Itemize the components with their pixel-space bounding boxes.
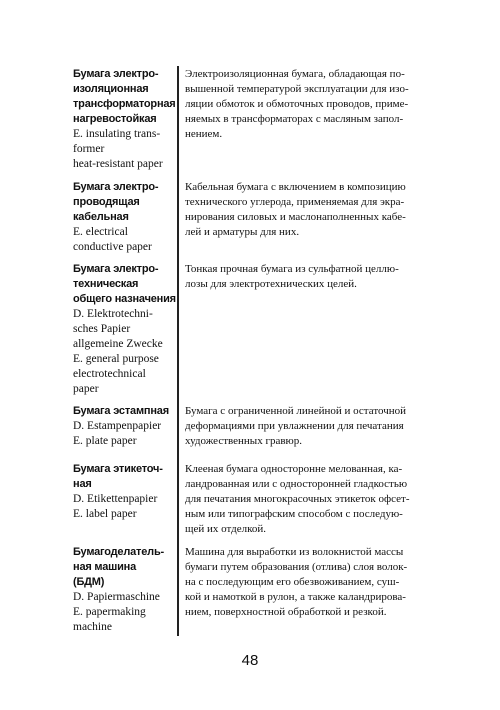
column-divider xyxy=(177,66,179,636)
page-number: 48 xyxy=(241,652,259,669)
term-line: общего назначения xyxy=(73,293,176,305)
translation-line: D. Elektrotechni- xyxy=(73,308,153,320)
translation-line: machine xyxy=(73,621,112,633)
term-line: Бумага этикеточ- xyxy=(73,463,163,475)
entry-term-column xyxy=(73,404,177,449)
translation-line: paper xyxy=(73,383,99,395)
term-line: нагревостойкая xyxy=(73,113,157,125)
term-line: трансформаторная xyxy=(73,98,176,110)
entry-term-column xyxy=(73,262,177,397)
term-line: техническая xyxy=(73,278,139,290)
translation-line: electrotechnical xyxy=(73,368,146,380)
translation-line: E. general purpose xyxy=(73,353,159,365)
entry-definition: Клееная бумага односторонне мелованная, ка- ландрованная или с односторонней гладкостью для печатания многокрасочных этикеток офсет- ным или типографским способом с последую- щей их отделкой. xyxy=(185,463,410,535)
entry-term-column xyxy=(73,180,177,255)
entry-definition: Электроизоляционная бумага, обладающая по- вышенной температурой эксплуатации для изо- ляции обмоток и обмоточных проводов, приме- няемых в трансформаторах с масляным запол- нением. xyxy=(185,68,409,140)
term-line: изоляционная xyxy=(73,83,149,95)
term-line: ная xyxy=(73,478,92,490)
translation-line: E. electrical xyxy=(73,226,128,238)
entry-term-column xyxy=(73,67,177,172)
term-line: проводящая xyxy=(73,196,140,208)
translation-line: conductive paper xyxy=(73,241,152,253)
term-line: (БДМ) xyxy=(73,576,105,588)
term-line: Бумага электро- xyxy=(73,263,159,275)
entry-term-column xyxy=(73,545,177,635)
translation-line: E. plate paper xyxy=(73,435,137,447)
term-line: кабельная xyxy=(73,211,129,223)
translation-line: sches Papier xyxy=(73,323,131,335)
entry-term-column xyxy=(73,462,177,522)
translation-line: former xyxy=(73,143,105,155)
entry-definition: Машина для выработки из волокнистой массы бумаги путем образования (отлива) слоя волок- на с последующим его обезвоживанием, суш- кой и намоткой в рулон, а также каландрирова- нием, поверхностной обработкой и резкой. xyxy=(185,546,408,618)
translation-line: D. Etikettenpapier xyxy=(73,493,158,505)
translation-line: allgemeine Zwecke xyxy=(73,338,163,350)
term-line: Бумага электро- xyxy=(73,181,159,193)
translation-line: heat-resistant paper xyxy=(73,158,163,170)
term-line: Бумага электро- xyxy=(73,68,159,80)
translation-line: D. Papiermaschine xyxy=(73,591,160,603)
translation-line: E. label paper xyxy=(73,508,137,520)
translation-line: D. Estampenpapier xyxy=(73,420,162,432)
term-line: ная машина xyxy=(73,561,137,573)
entry-definition: Тонкая прочная бумага из сульфатной целлю- лозы для электротехнических целей. xyxy=(185,263,399,290)
translation-line: E. papermaking xyxy=(73,606,146,618)
translation-line: E. insulating trans- xyxy=(73,128,161,140)
term-line: Бумагоделатель- xyxy=(73,546,164,558)
entry-definition: Бумага с ограниченной линейной и остаточной деформациями при увлажнении для печатания художественных гравюр. xyxy=(185,405,407,447)
term-line: Бумага эстампная xyxy=(73,405,169,417)
entry-definition: Кабельная бумага с включением в композицию технического углерода, применяемая для экра- нирования силовых и маслонаполненных кабе- лей и арматуры для них. xyxy=(185,181,406,238)
